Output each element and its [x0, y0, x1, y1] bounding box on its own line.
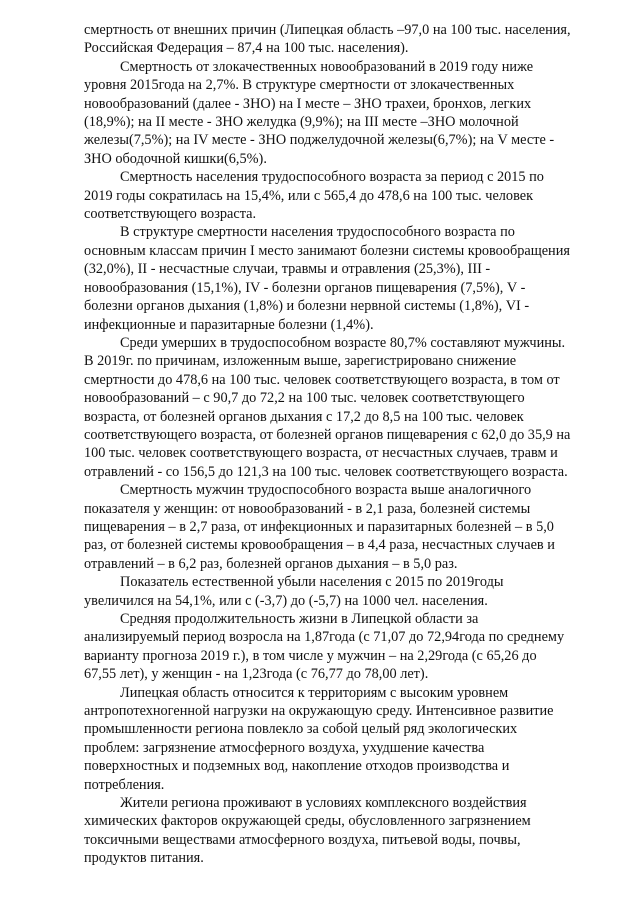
paragraph-male-share-and-decline: Среди умерших в трудоспособном возрасте 80,7% составляют мужчины. В 2019г. по причинам, изложенным выше, зарегистрировано снижение смертности до 478,6 на 100 тыс. человек соответствующего возраста, в том от новообразований – с 90,7 до 72,2 на 100 тыс. человек соответствующего возраста, от болезней органов дыхания с 17,2 до 8,5 на 100 тыс. человек соответствующего возраста, от болезней органов пищеварения с 62,0 до 35,9 на 100 тыс. человек соответствующего возраста, от несчастных случаев, травм и отравлений - со 156,5 до 121,3 на 100 тыс. человек соответствующего возраста.	[84, 334, 571, 480]
paragraph-environmental-load: Липецкая область относится к территориям с высоким уровнем антропотехногенной нагрузки на окружающую среду. Интенсивное развитие промышленности региона повлекло за собой целый ряд экологических проблем: загрязнение атмосферного воздуха, ухудшение качества поверхностных и подземных вод, накопление отходов производства и потребления.	[84, 684, 554, 793]
paragraph-natural-decrease: Показатель естественной убыли населения с 2015 по 2019годы увеличился на 54,1%, или с (-3,7) до (-5,7) на 1000 чел. населения.	[84, 574, 504, 609]
paragraph-cancer-mortality: Смертность от злокачественных новообразований в 2019 году ниже уровня 2015года на 2,7%. В структуре смертности от злокачественных новообразований (далее - ЗНО) на I месте – ЗНО трахеи, бронхов, легких (18,9%); на II месте - ЗНО желудка (9,9%); на III месте –ЗНО молочной железы(7,5%); на IV месте - ЗНО поджелудочной железы(6,7%); на V месте - ЗНО ободочной кишки(6,5%).	[84, 58, 555, 167]
paragraph-working-age-mortality: Смертность населения трудоспособного возраста за период с 2015 по 2019 годы сократилась на 15,4%, или с 565,4 до 478,6 на 100 тыс. человек соответствующего возраста.	[84, 169, 544, 223]
paragraph-life-expectancy: Средняя продолжительность жизни в Липецкой области за анализируемый период возросла на 1,87года (с 71,07 до 72,94года по среднему варианту прогноза 2019 г.), в том числе у мужчин – на 2,29года (с 65,26 до 67,55 лет), у женщин - на 1,23года (с 76,77 до 78,00 лет).	[84, 611, 565, 683]
paragraph-male-vs-female-mortality: Смертность мужчин трудоспособного возраста выше аналогичного показателя у женщин: от новообразований - в 2,1 раза, болезней системы пищеварения – в 2,7 раза, от инфекционных и паразитарных болезней – в 5,0 раз, от болезней системы кровообращения – в 4,4 раза, несчастных случаев и отравлений – в 6,2 раз, болезней органов дыхания – в 5,0 раз.	[84, 482, 555, 572]
paragraph-chemical-factors: Жители региона проживают в условиях комплексного воздействия химических факторов окружающей среды, обусловленного загрязнением токсичными веществами атмосферного воздуха, питьевой воды, почвы, продуктов питания.	[84, 795, 531, 867]
paragraph-working-age-causes-structure: В структуре смертности населения трудоспособного возраста по основным классам причин I место занимают болезни системы кровообращения (32,0%), II - несчастные случаи, травмы и отравления (25,3%), III - новообразования (15,1%), IV - болезни органов пищеварения (7,5%), V - болезни органов дыхания (1,8%) и болезни нервной системы (1,8%), VI - инфекционные и паразитарные болезни (1,4%).	[84, 224, 570, 333]
paragraph-external-causes-mortality: смертность от внешних причин (Липецкая область –97,0 на 100 тыс. населения, Российская Федерация – 87,4 на 100 тыс. населения).	[84, 22, 571, 57]
